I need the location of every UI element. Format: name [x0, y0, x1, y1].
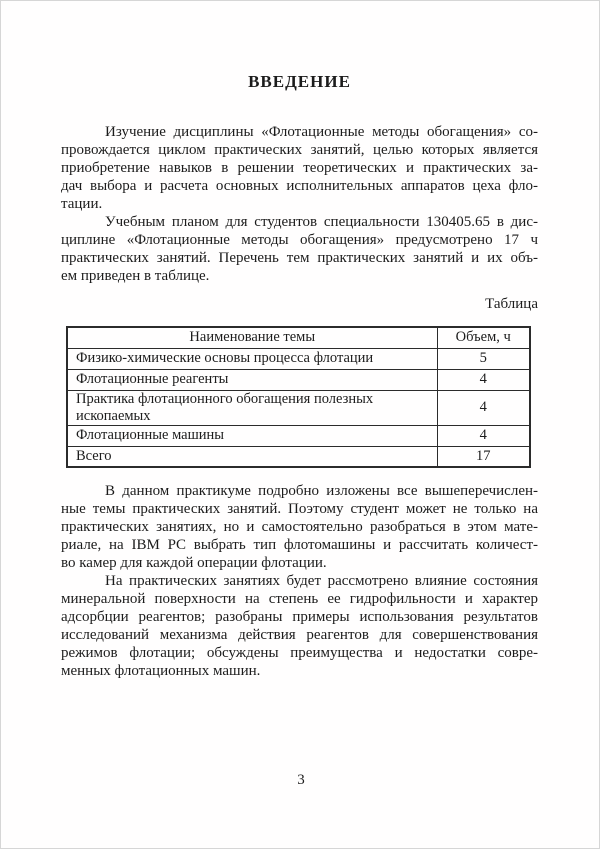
text-line: практических занятиях, но и самостоятельно разобраться в этом мате- — [61, 519, 538, 535]
topics-hours-table — [66, 326, 531, 468]
hours-cell: 17 — [437, 446, 530, 467]
text-line: практических занятий. Перечень тем практических занятий и их объ- — [61, 250, 538, 266]
text-line: ные темы практических занятий. Поэтому студент может не только на — [61, 501, 538, 517]
text-line: режимов флотации; обсуждены преимущества и недостатки совре- — [61, 645, 538, 661]
text-column — [61, 1, 538, 680]
topic-cell: Флотационные реагенты — [67, 369, 437, 390]
paragraph-practicum — [61, 482, 538, 572]
text-line: Учебным планом для студентов специальности 130405.65 в дис- — [105, 214, 538, 230]
text-line: минеральной поверхности на степень ее гидрофильности и характер — [61, 591, 538, 607]
paragraph-curriculum — [61, 213, 538, 285]
text-line: ем приведен в таблице. — [61, 268, 210, 284]
text-line: На практических занятиях будет рассмотрено влияние состояния — [105, 573, 538, 589]
table-header-row — [67, 327, 530, 348]
topic-cell: Практика флотационного обогащения полезных ископаемых — [67, 390, 437, 425]
table-row-total — [67, 446, 530, 467]
column-header-hours: Объем, ч — [437, 327, 530, 348]
text-line: менных флотационных машин. — [61, 663, 261, 679]
hours-cell: 4 — [437, 369, 530, 390]
table-row — [67, 425, 530, 446]
table-row — [67, 390, 530, 425]
page-title: ВВЕДЕНИЕ — [248, 72, 351, 91]
table-row — [67, 348, 530, 369]
text-line: Изучение дисциплины «Флотационные методы обогащения» со- — [105, 124, 538, 140]
table-caption: Таблица — [485, 296, 538, 312]
text-line: исследований механизма действия реагентов для совершенствования — [61, 627, 538, 643]
text-line: провождается циклом практических занятий, целью которых является — [61, 142, 538, 158]
hours-cell: 4 — [437, 390, 530, 425]
text-line: тации. — [61, 196, 103, 212]
text-line: приобретение навыков в решении теоретических и практических за- — [61, 160, 538, 176]
paragraph-topics-overview — [61, 572, 538, 680]
text-line: риале, на IBM PC выбрать тип флотомашины и рассчитать количест- — [61, 537, 538, 553]
text-line: во камер для каждой операции флотации. — [61, 555, 327, 571]
text-line: В данном практикуме подробно изложены все вышеперечислен- — [105, 483, 538, 499]
page-number: 3 — [297, 772, 305, 788]
topic-cell: Флотационные машины — [67, 425, 437, 446]
text-line: циплине «Флотационные методы обогащения» предусмотрено 17 ч — [61, 232, 538, 248]
topic-cell: Физико-химические основы процесса флотации — [67, 348, 437, 369]
table-row — [67, 369, 530, 390]
hours-cell: 4 — [437, 425, 530, 446]
text-line: дач выбора и расчета основных исполнительных аппаратов цеха фло- — [61, 178, 538, 194]
paragraph-intro — [61, 123, 538, 213]
hours-cell: 5 — [437, 348, 530, 369]
column-header-topic: Наименование темы — [67, 327, 437, 348]
topic-cell: Всего — [67, 446, 437, 467]
text-line: адсорбции реагентов; разобраны примеры использования результатов — [61, 609, 538, 625]
